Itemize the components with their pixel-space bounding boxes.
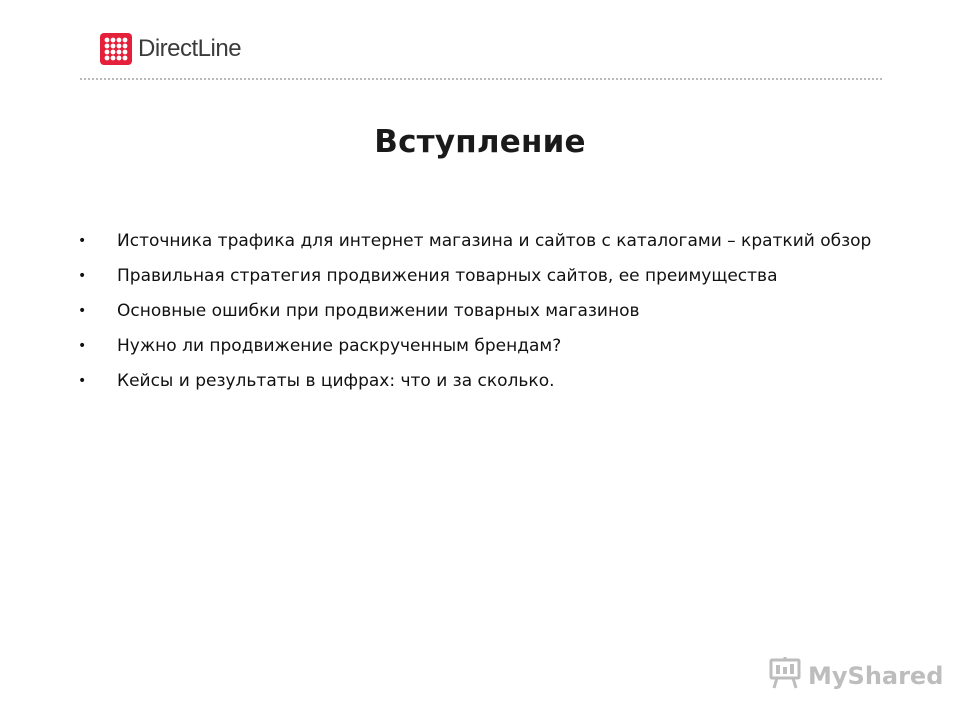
bullet-text: Источника трафика для интернет магазина и сайтов с каталогами – краткий обзор: [117, 231, 872, 251]
bullet-text: Основные ошибки при продвижении товарных магазинов: [117, 301, 640, 321]
bullet-text: Кейсы и результаты в цифрах: что и за сколько.: [117, 371, 555, 391]
bullet-text: Правильная стратегия продвижения товарных сайтов, ее преимущества: [117, 266, 778, 286]
bullet-list: [76, 227, 906, 402]
myshared-watermark: [768, 656, 943, 695]
bullet-item: [76, 367, 906, 396]
bullet-dot: •: [78, 373, 87, 389]
bullet-dot: •: [78, 338, 87, 354]
bullet-item: [76, 227, 906, 256]
watermark-text: MyShared: [808, 661, 944, 690]
directline-logo: [100, 33, 241, 65]
bullet-item: [76, 332, 906, 361]
header-divider: [80, 78, 882, 80]
presentation-board-icon: [768, 656, 802, 695]
bullet-dot: •: [78, 268, 87, 284]
bullet-dot: •: [78, 303, 87, 319]
slide-title: Вступление: [374, 124, 586, 160]
bullet-dot: •: [78, 233, 87, 249]
directline-grid-icon: [100, 33, 132, 65]
bullet-item: [76, 297, 906, 326]
bullet-item: [76, 262, 906, 291]
bullet-text: Нужно ли продвижение раскрученным брендам?: [117, 336, 562, 356]
logo-text: DirectLine: [138, 35, 242, 62]
